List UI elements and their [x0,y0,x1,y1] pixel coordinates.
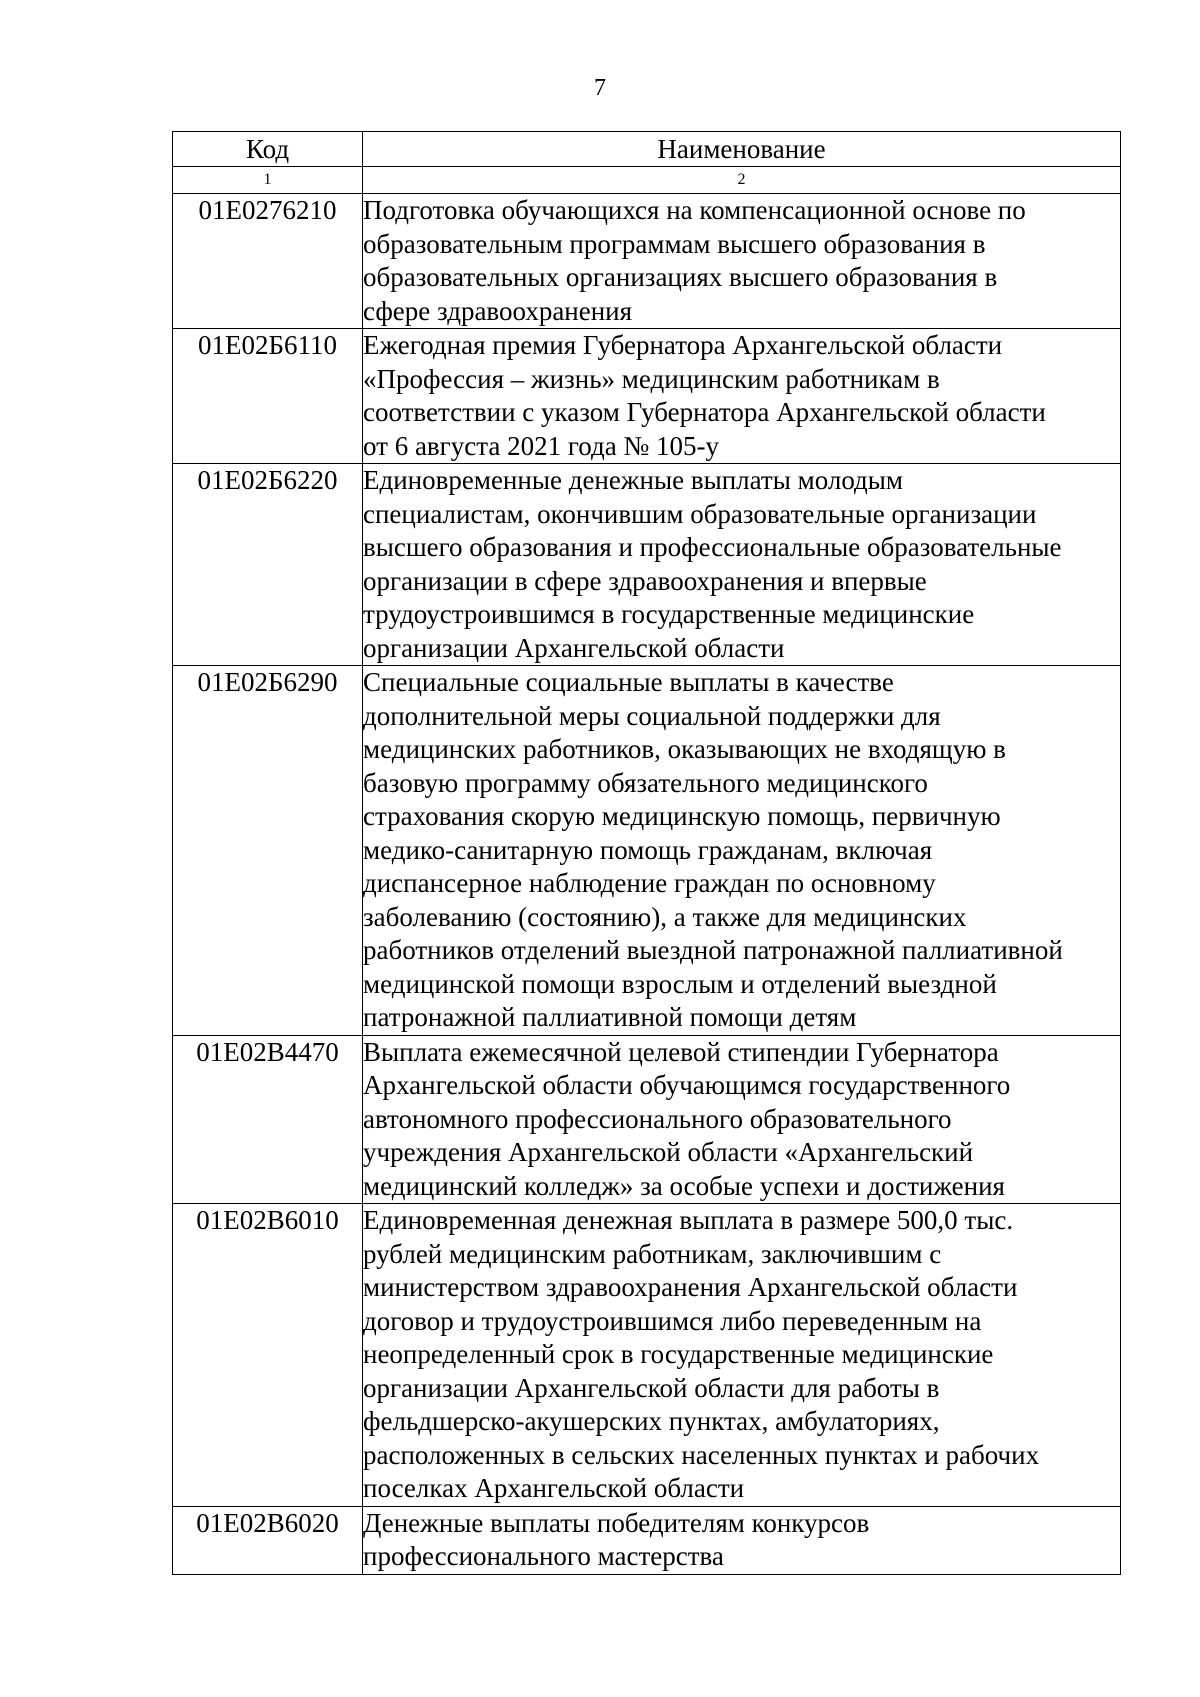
row-name-line: медицинских работников, оказывающих не входящую в [363,734,1006,764]
table-body [173,194,1121,1575]
row-name-line: поселках Архангельской области [363,1473,745,1503]
row-name-line: образовательных организациях высшего образования в [363,262,998,292]
row-name-line: сфере здравоохранения [363,295,633,326]
row-name-line: базовую программу обязательного медицинского [363,767,928,798]
row-name-line: профессионального мастерства [363,1541,724,1571]
column-number-name: 2 [363,167,1121,194]
row-name-line: рублей медицинским работникам, заключившим с [363,1238,942,1269]
row-code: 01Е02Б6110 [173,329,363,464]
row-name-line: Ежегодная премия Губернатора Архангельской области [363,330,1003,360]
row-name-line: трудоустроившимся в государственные медицинские [363,599,975,629]
row-name-line: работников отделений выездной патронажной паллиативной [363,935,1063,965]
row-name-line: Специальные социальные выплаты в качестве [363,667,894,697]
row-code: 01Е02В6010 [173,1204,363,1507]
row-name-line: специалистам, окончившим образовательные организации [363,498,1037,529]
row-name-line: организации Архангельской области для работы в [363,1372,940,1403]
row-name [363,666,1121,1036]
row-name-line: «Профессия – жизнь» медицинским работникам в [363,363,940,394]
header-row [173,132,1121,167]
row-name-line: неопределенный срок в государственные медицинские [363,1339,994,1369]
row-name-line: соответствии с указом Губернатора Архангельской области [363,397,1046,427]
table-row [173,464,1121,666]
header-code: Код [173,132,363,167]
row-code: 01Е02Б6290 [173,666,363,1036]
row-name-line: от 6 августа 2021 года № 105-у [363,430,719,461]
row-name [363,329,1121,464]
column-number-row [173,167,1121,194]
row-code: 01Е02В4470 [173,1035,363,1204]
row-code: 01Е02В6020 [173,1506,363,1574]
table-row [173,329,1121,464]
column-number-code: 1 [173,167,363,194]
row-name-line: учреждения Архангельской области «Архангельский [363,1137,974,1167]
row-name-line: Подготовка обучающихся на компенсационной основе по [363,195,1026,225]
row-code: 01Е02Б6220 [173,464,363,666]
row-name [363,464,1121,666]
row-name-line: фельдшерско-акушерских пунктах, амбулаториях, [363,1406,940,1436]
row-name-line: страхования скорую медицинскую помощь, первичную [363,801,1001,831]
row-name-line: дополнительной меры социальной поддержки для [363,700,941,731]
row-name-line: организации в сфере здравоохранения и впервые [363,565,927,596]
row-name [363,1506,1121,1574]
row-name-line: высшего образования и профессиональные образовательные [363,532,1062,562]
table-row [173,194,1121,329]
header-name: Наименование [363,132,1121,167]
row-name-line: организации Архангельской области [363,632,785,663]
row-name-line: образовательным программам высшего образования в [363,228,986,259]
row-name [363,1035,1121,1204]
row-name [363,1204,1121,1507]
row-name-line: договор и трудоустроившимся либо переведенным на [363,1305,982,1336]
row-name-line: Единовременная денежная выплата в размере 500,0 тыс. [363,1205,1014,1235]
row-name-line: диспансерное наблюдение граждан по основному [363,868,936,898]
row-name-line: патронажной паллиативной помощи детям [363,1002,857,1032]
table-row [173,1506,1121,1574]
row-name-line: Единовременные денежные выплаты молодым [363,465,904,495]
row-name-line: Архангельской области обучающимся государственного [363,1070,1011,1100]
row-name-line: министерством здравоохранения Архангельской области [363,1272,1018,1302]
table-row [173,1204,1121,1507]
row-name-line: медицинский колледж» за особые успехи и достижения [363,1170,1005,1201]
table-row [173,666,1121,1036]
row-name-line: автономного профессионального образовательного [363,1103,952,1134]
row-name-line: Выплата ежемесячной целевой стипендии Губернатора [363,1036,999,1067]
classification-table [172,131,1121,1575]
row-name-line: Денежные выплаты победителям конкурсов [363,1507,870,1538]
row-name [363,194,1121,329]
row-name-line: заболеванию (состоянию), а также для медицинских [363,901,967,932]
row-code: 01Е0276210 [173,194,363,329]
row-name-line: расположенных в сельских населенных пунктах и рабочих [363,1439,1040,1470]
page-number: 7 [594,75,606,101]
row-name-line: медицинской помощи взрослым и отделений выездной [363,968,997,999]
row-name-line: медико-санитарную помощь гражданам, включая [363,834,933,865]
table-row [173,1035,1121,1204]
